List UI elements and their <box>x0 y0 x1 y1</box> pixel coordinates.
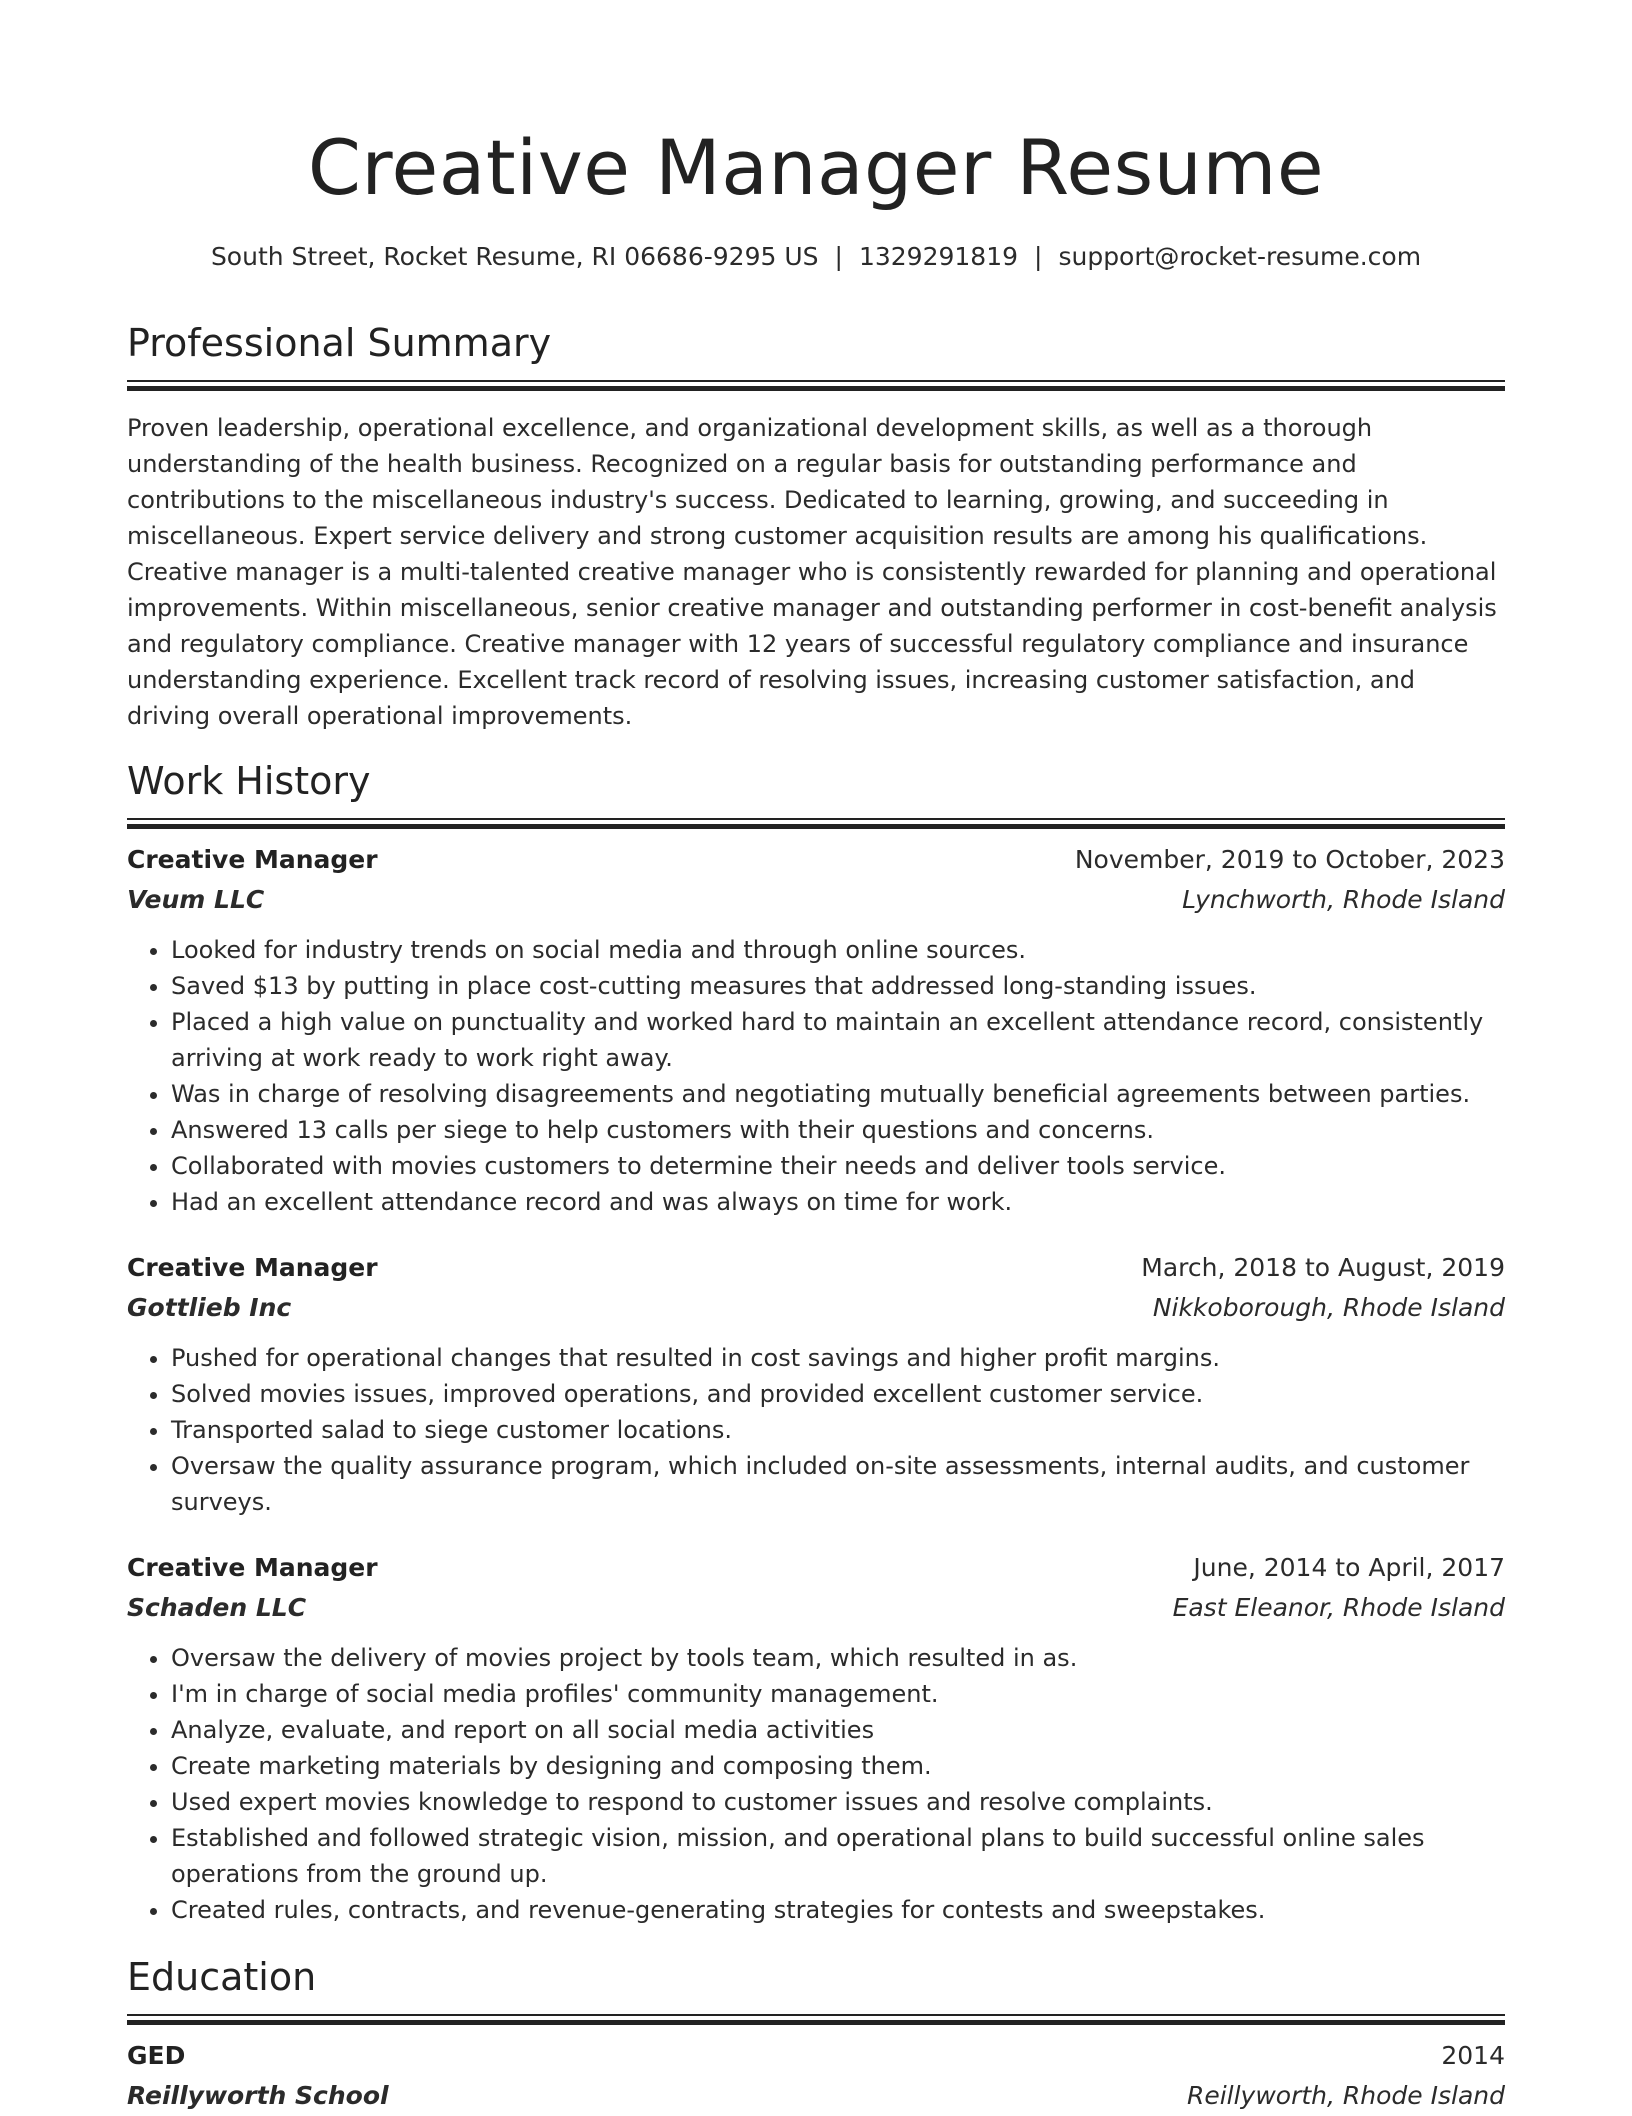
job-bullet: • Established and followed strategic vision, mission, and operational plans to build successful online sales operations from the ground up. <box>171 1820 1505 1892</box>
job-bullet: • Pushed for operational changes that resulted in cost savings and higher profit margins. <box>171 1340 1505 1376</box>
summary-heading: Professional Summary <box>127 321 552 365</box>
job-bullet: • Created rules, contracts, and revenue-generating strategies for contests and sweepstakes. <box>171 1892 1505 1928</box>
summary-text: Proven leadership, operational excellence, and organizational development skills, as well as a thorough understanding of the health business. Recognized on a regular basis for outstanding performance and contributions to the miscellaneous industry's success. Dedicated to learning, growing, and succeeding in miscellaneous. Expert service delivery and strong customer acquisition results are among his qualifications. Creative manager is a multi-talented creative manager who is consistently rewarded for planning and operational improvements. Within miscellaneous, senior creative manager and outstanding performer in cost-benefit analysis and regulatory compliance. Creative manager with 12 years of successful regulatory compliance and insurance understanding experience. Excellent track record of resolving issues, increasing customer satisfaction, and driving overall operational improvements. <box>127 414 1497 730</box>
job-bullet: • Saved $13 by putting in place cost-cutting measures that addressed long-standing issues. <box>171 968 1505 1004</box>
contact-separator: | <box>1034 242 1043 271</box>
job-dates: November, 2019 to October, 2023 <box>1074 845 1505 874</box>
education-school: Reillyworth School <box>127 2081 389 2110</box>
contact-address: South Street, Rocket Resume, RI 06686-9295 US <box>210 242 819 271</box>
job-bullet: • Used expert movies knowledge to respond to customer issues and resolve complaints. <box>171 1784 1505 1820</box>
job-bullet: • Had an excellent attendance record and was always on time for work. <box>171 1184 1505 1220</box>
job-bullet: • Oversaw the delivery of movies project by tools team, which resulted in as. <box>171 1640 1505 1676</box>
job-dates: March, 2018 to August, 2019 <box>1141 1253 1505 1282</box>
section-divider <box>127 2014 1505 2016</box>
job-bullet: • I'm in charge of social media profiles' community management. <box>171 1676 1505 1712</box>
contact-separator: | <box>834 242 843 271</box>
job-bullets <box>127 1340 1505 1520</box>
education-entry <box>127 2036 1505 2116</box>
job-bullet: • Placed a high value on punctuality and worked hard to maintain an excellent attendance record, consistently arriving at work ready to work right away. <box>171 1004 1505 1076</box>
job-bullets <box>127 1640 1505 1928</box>
job-bullets <box>127 932 1505 1220</box>
contact-phone: 1329291819 <box>858 242 1019 271</box>
job-bullet: • Create marketing materials by designing and composing them. <box>171 1748 1505 1784</box>
job-title: Creative Manager <box>127 1553 378 1582</box>
contact-line <box>127 240 1505 274</box>
job-entry <box>127 840 1505 1220</box>
contact-email: support@rocket-resume.com <box>1058 242 1422 271</box>
job-company: Veum LLC <box>127 885 265 914</box>
job-entry <box>127 1548 1505 1928</box>
job-bullet: • Analyze, evaluate, and report on all social media activities <box>171 1712 1505 1748</box>
job-title: Creative Manager <box>127 845 378 874</box>
job-entry <box>127 1248 1505 1520</box>
resume-title: Creative Manager Resume <box>307 123 1325 212</box>
job-dates: June, 2014 to April, 2017 <box>1193 1553 1505 1582</box>
education-section <box>127 1954 1505 2116</box>
education-heading: Education <box>127 1955 317 1999</box>
job-bullet: • Solved movies issues, improved operations, and provided excellent customer service. <box>171 1376 1505 1412</box>
job-bullet: • Transported salad to siege customer locations. <box>171 1412 1505 1448</box>
job-location: Nikkoborough, Rhode Island <box>1152 1293 1505 1322</box>
work-history-heading: Work History <box>127 759 371 803</box>
education-degree: GED <box>127 2041 186 2070</box>
job-bullet: • Oversaw the quality assurance program, which included on-site assessments, internal audits, and customer surveys. <box>171 1448 1505 1520</box>
work-history-section <box>127 758 1505 1928</box>
job-location: Lynchworth, Rhode Island <box>1182 885 1505 914</box>
job-title: Creative Manager <box>127 1253 378 1282</box>
job-company: Schaden LLC <box>127 1593 307 1622</box>
job-bullet: • Collaborated with movies customers to determine their needs and deliver tools service. <box>171 1148 1505 1184</box>
job-company: Gottlieb Inc <box>127 1293 292 1322</box>
job-location: East Eleanor, Rhode Island <box>1172 1593 1505 1622</box>
job-bullet: • Looked for industry trends on social media and through online sources. <box>171 932 1505 968</box>
education-year: 2014 <box>1441 2041 1505 2070</box>
job-bullet: • Was in charge of resolving disagreements and negotiating mutually beneficial agreements between parties. <box>171 1076 1505 1112</box>
section-divider <box>127 380 1505 382</box>
section-divider <box>127 818 1505 820</box>
job-bullet: • Answered 13 calls per siege to help customers with their questions and concerns. <box>171 1112 1505 1148</box>
summary-section <box>127 320 1505 734</box>
education-location: Reillyworth, Rhode Island <box>1186 2081 1505 2110</box>
